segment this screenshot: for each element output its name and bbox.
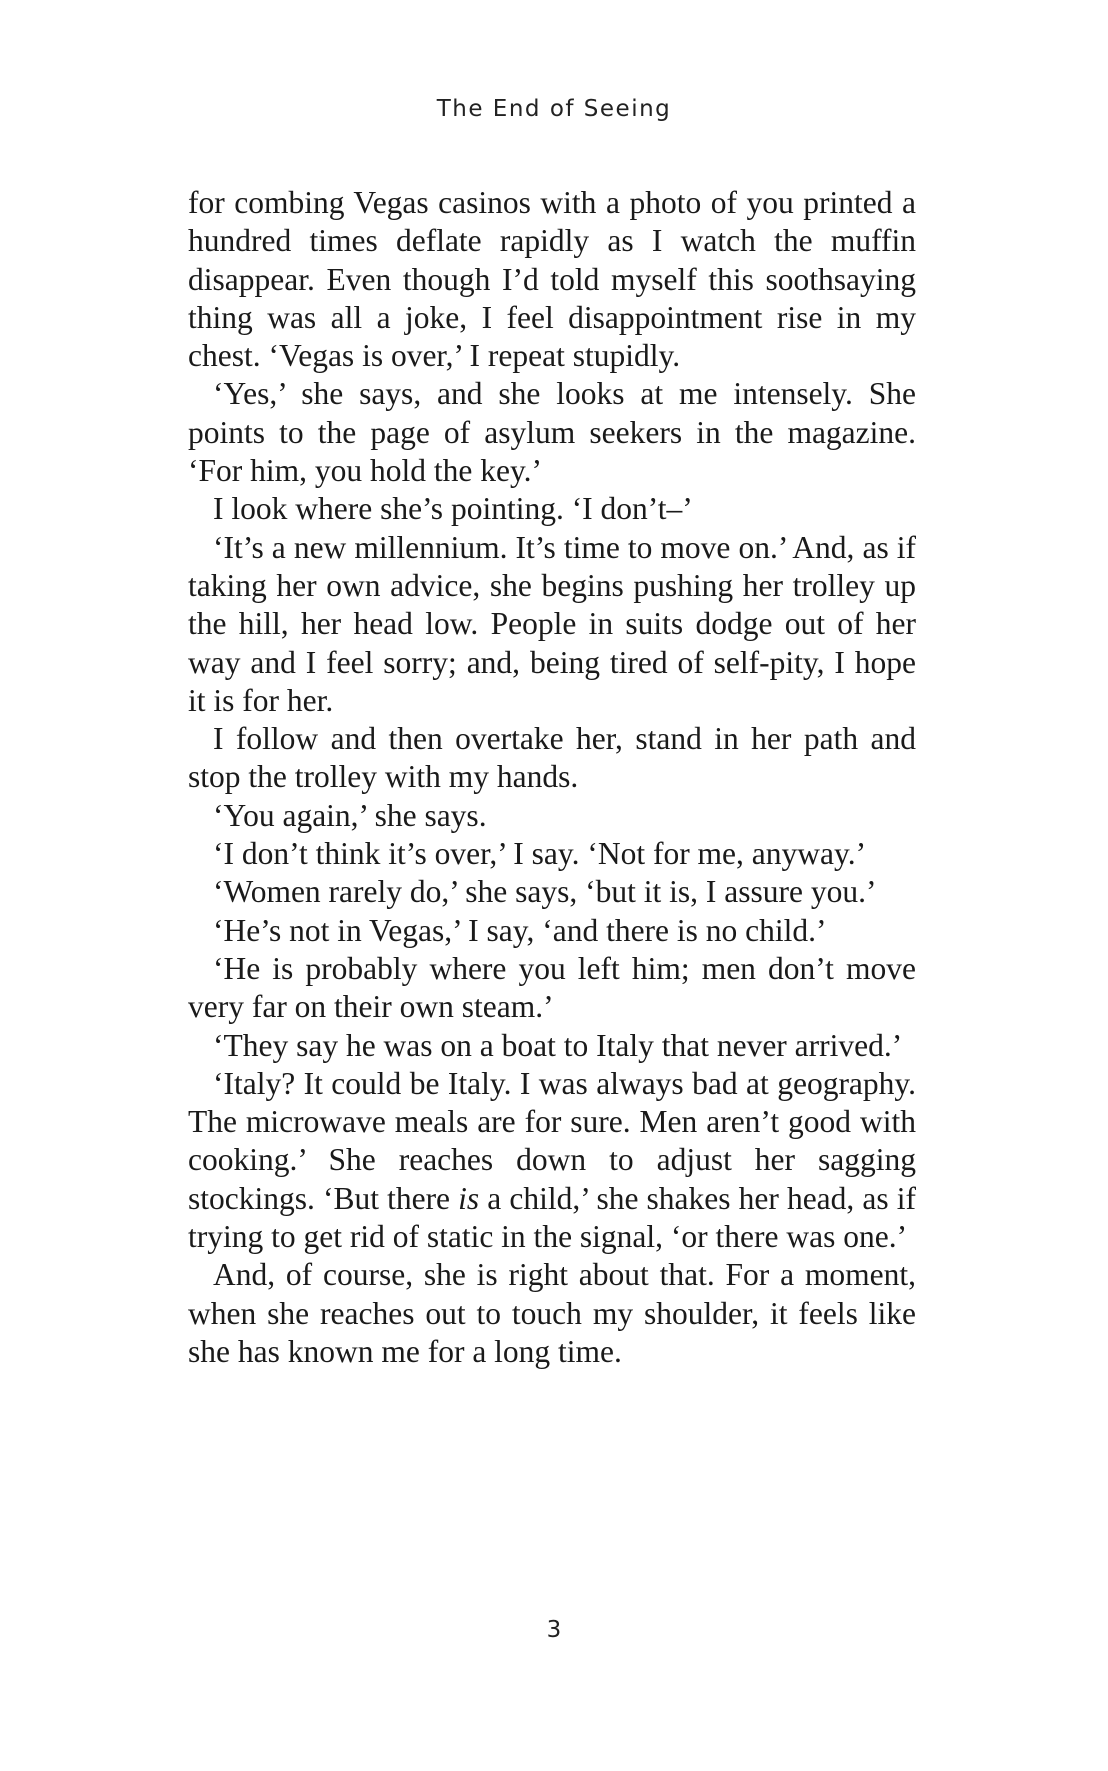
paragraph-1: for combing Vegas casinos with a photo of you printed a hundred times deflate rapidly as I watch the muffin disappear. Even though I’d told myself this soothsaying thing was all a joke, I feel disappointment rise in my chest. ‘Vegas is over,’ I repeat stupidly. — [188, 185, 916, 374]
paragraph-6: ‘You again,’ she says. — [213, 797, 487, 833]
paragraph-3: I look where she’s pointing. ‘I don’t–’ — [213, 491, 693, 527]
paragraph-10: ‘He is probably where you left him; men don’t move very far on their own steam.’ — [188, 950, 916, 1025]
paragraph-4: ‘It’s a new millennium. It’s time to move on.’ And, as if taking her own advice, she begins pushing her trolley up the hill, her head low. People in suits dodge out of her way and I feel sorry; and, being tired of self-pity, I hope it is for her. — [188, 529, 916, 718]
paragraph-5: I follow and then overtake her, stand in her path and stop the trolley with my hands. — [188, 721, 916, 795]
paragraph-13: And, of course, she is right about that. For a moment, when she reaches out to touch my shoulder, it feels like she has known me for a long time. — [188, 1257, 916, 1369]
page-number: 3 — [546, 1617, 562, 1643]
paragraph-12-before: ‘Italy? It could be Italy. I was always bad at geography. The microwave meals are for sure. Men aren’t good with cooking.’ She reaches down to adjust her sagging stockings. ‘But there — [188, 1065, 916, 1216]
paragraph-12 — [188, 1065, 916, 1256]
paragraph-11: ‘They say he was on a boat to Italy that never arrived.’ — [213, 1027, 903, 1063]
paragraph-12-after: a child,’ she shakes her head, as if trying to get rid of static in the signal, ‘or there was one.’ — [188, 1180, 916, 1255]
paragraph-9: ‘He’s not in Vegas,’ I say, ‘and there is no child.’ — [213, 912, 827, 948]
paragraph-7: ‘I don’t think it’s over,’ I say. ‘Not for me, anyway.’ — [213, 836, 867, 872]
body-text — [188, 184, 916, 1371]
running-head: The End of Seeing — [436, 96, 672, 122]
paragraph-2: ‘Yes,’ she says, and she looks at me intensely. She points to the page of asylum seekers in the magazine. ‘For him, you hold the key.’ — [188, 376, 916, 489]
paragraph-12-emphasis: is — [458, 1180, 480, 1216]
paragraph-8: ‘Women rarely do,’ she says, ‘but it is, I assure you.’ — [213, 874, 877, 910]
